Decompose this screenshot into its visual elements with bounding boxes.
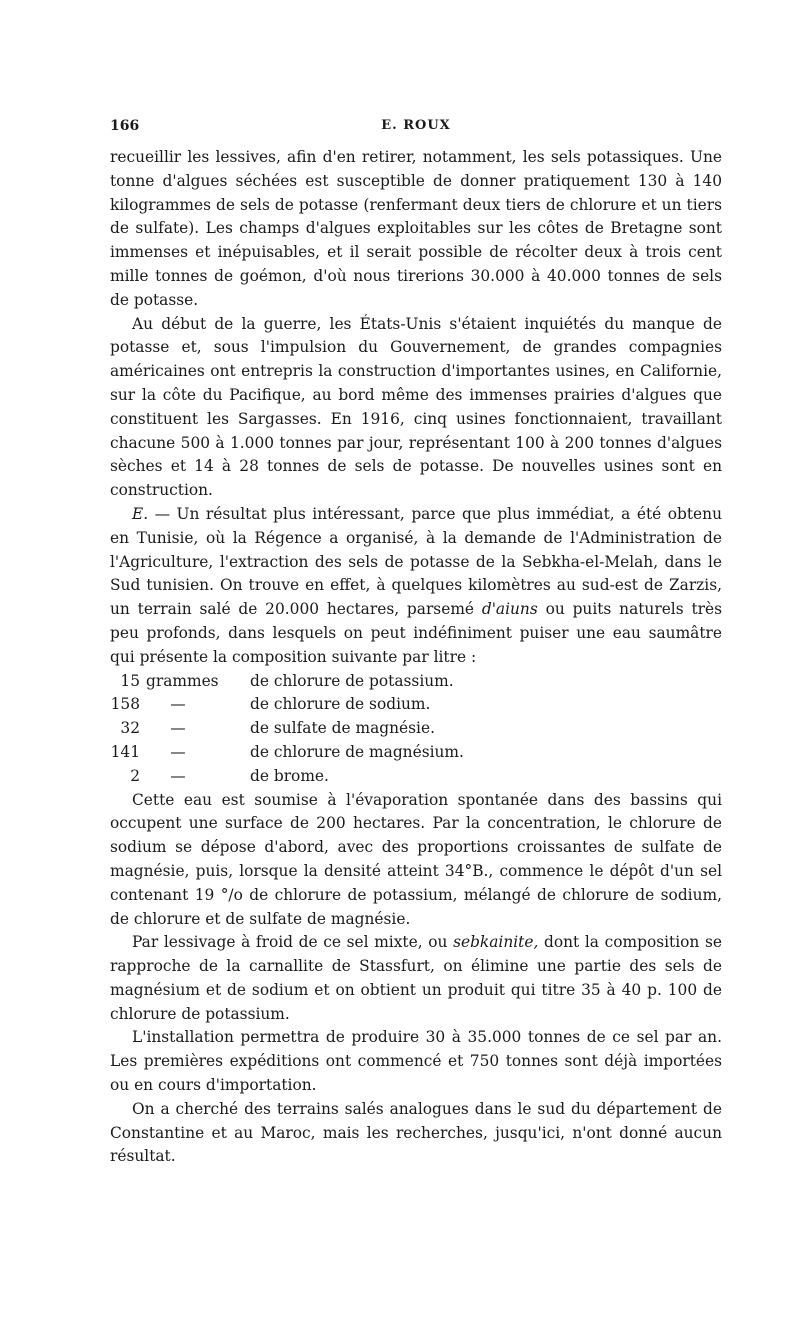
composition-desc: de chlorure de magnésium.	[250, 742, 464, 761]
paragraph-united-states: Au début de la guerre, les États-Unis s'étaient inquiétés du manque de potasse et, sous l'impulsion du Gouvernement, de grandes compagnies américaines ont entrepris la construction d'importantes usines, en Californie, sur la côte du Pacifique, au bord même des immenses prairies d'algues que constituent les Sargasses. En 1916, cinq usines fonctionnaient, travaillant chacune 500 à 1.000 tonnes par jour, représentant 100 à 200 tonnes d'algues sèches et 14 à 28 tonnes de sels de potasse. De nouvelles usines sont en construction.	[110, 314, 722, 500]
paragraph-tunisia-text-b: ou puits naturels très peu profonds, dans lesquels on peut indéfiniment puiser une eau saumâtre qui présente la composition suivante par litre :	[110, 600, 722, 666]
composition-unit: —	[170, 742, 186, 761]
running-title: E. ROUX	[381, 118, 451, 133]
composition-desc: de brome.	[250, 766, 329, 785]
book-page	[110, 118, 722, 1169]
composition-table	[110, 670, 464, 789]
composition-desc: de chlorure de sodium.	[250, 695, 431, 714]
paragraph-seaweed-potash: recueillir les lessives, afin d'en retirer, notamment, les sels potassiques. Une tonne d'algues séchées est susceptible de donner pratiquement 130 à 140 kilogrammes de sels de potasse (renfermant deux tiers de chlorure et un tiers de sulfate). Les champs d'algues exploitables sur les côtes de Bretagne sont immenses et inépuisables, et il serait possible de récolter deux à trois cent mille tonnes de goémon, d'où nous tirerions 30.000 à 40.000 tonnes de sels de potasse.	[110, 148, 722, 309]
composition-qty: 158	[110, 695, 140, 714]
paragraph-installation: L'installation permettra de produire 30 à 35.000 tonnes de ce sel par an. Les premières expéditions ont commencé et 750 tonnes sont déjà importées ou en cours d'importation.	[110, 1028, 722, 1095]
composition-qty: 15	[120, 671, 140, 690]
composition-row	[110, 693, 464, 717]
paragraph-tunisia-text-a: — Un résultat plus intéressant, parce que plus immédiat, a été obtenu en Tunisie, où la Régence a organisé, à la demande de l'Administration de l'Agriculture, l'extraction des sels de potasse de la Sebkha-el-Melah, dans le Sud tunisien. On trouve en effet, à quelques kilomètres au sud-est de Zarzis, un terrain salé de 20.000 hectares, parsemé	[110, 504, 722, 619]
composition-row	[110, 717, 464, 741]
composition-row	[110, 765, 464, 789]
paragraph-tunisia	[110, 503, 722, 670]
composition-desc: de sulfate de magnésie.	[250, 719, 435, 738]
body-text	[110, 146, 722, 1169]
composition-row	[110, 670, 464, 694]
paragraph-evaporation: Cette eau est soumise à l'évaporation spontanée dans des bassins qui occupent une surface de 200 hectares. Par la concentration, le chlorure de sodium se dépose d'abord, avec des proportions croissantes de sulfate de magnésie, puis, lorsque la densité atteint 34°B., commence le dépôt d'un sel contenant 19 °/o de chlorure de potassium, mélangé de chlorure de sodium, de chlorure et de sulfate de magnésie.	[110, 790, 722, 928]
page-number: 166	[110, 118, 140, 134]
composition-qty: 32	[120, 719, 140, 738]
composition-unit: —	[170, 695, 186, 714]
composition-qty: 2	[130, 766, 140, 785]
composition-unit: —	[170, 719, 186, 738]
composition-qty: 141	[110, 742, 140, 761]
section-mark: E.	[132, 504, 149, 523]
composition-desc: de chlorure de potassium.	[250, 671, 454, 690]
paragraph-lessivage-text-b: dont la composition se rapproche de la carnallite de Stassfurt, on élimine une partie des sels de magnésium et de sodium et on obtient un produit qui titre 35 à 40 p. 100 de chlorure de potassium.	[110, 933, 722, 1023]
composition-unit: grammes	[146, 671, 219, 690]
paragraph-lessivage-text-a: Par lessivage à froid de ce sel mixte, ou	[132, 933, 454, 952]
composition-unit: —	[170, 766, 186, 785]
paragraph-search: On a cherché des terrains salés analogues dans le sud du département de Constantine et au Maroc, mais les recherches, jusqu'ici, n'ont donné aucun résultat.	[110, 1099, 722, 1166]
paragraph-tunisia-italic: d'aiuns	[481, 600, 538, 619]
page-header	[110, 118, 722, 140]
paragraph-lessivage	[110, 931, 722, 1026]
paragraph-lessivage-italic: sebkainite,	[453, 933, 539, 952]
composition-row	[110, 741, 464, 765]
